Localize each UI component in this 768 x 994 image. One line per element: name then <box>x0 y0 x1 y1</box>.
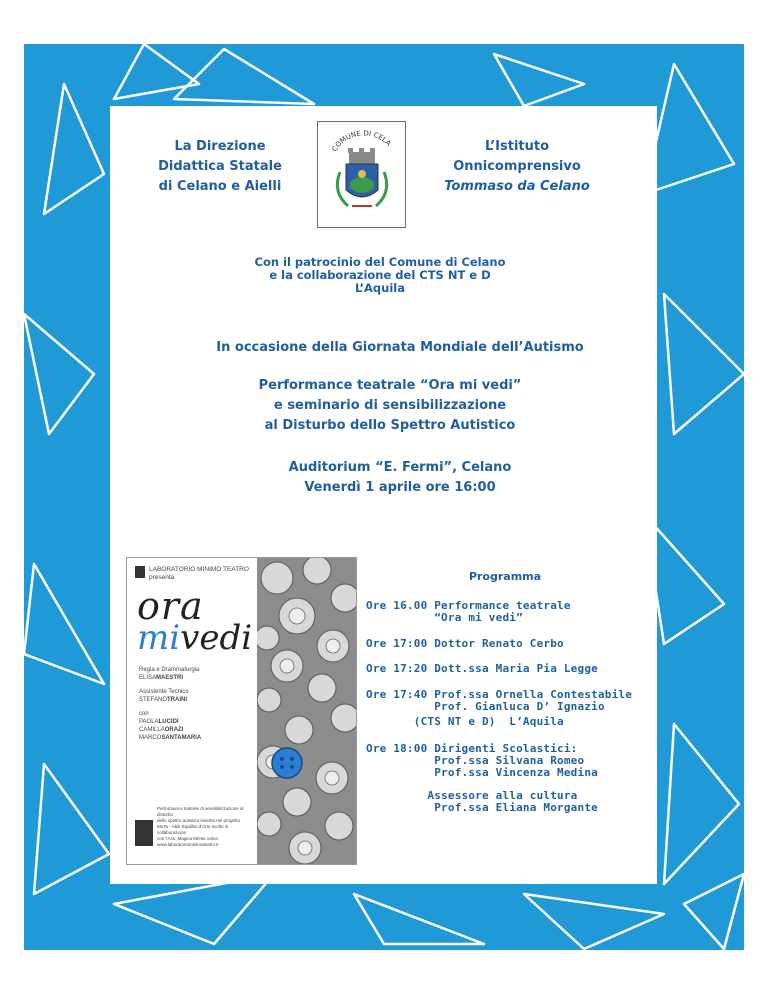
poster-footer-line5: www.laboratoriominimoteatro.it <box>157 842 219 847</box>
poster-credits <box>139 666 201 742</box>
right-header-line3: Tommaso da Celano <box>444 179 590 194</box>
right-header-line2: Onnicomprensivo <box>453 159 581 174</box>
poster-footer-line4: con l’Ass. Magica Mente onlus <box>157 836 218 841</box>
credit-name-1: ELISAMAESTRI <box>139 675 184 681</box>
event-line2: e seminario di sensibilizzazione <box>273 398 507 413</box>
poster-footer-line1: Performance teatrale di sensibilizzazione al disturbo <box>157 806 244 817</box>
programma-title: Programma <box>468 570 542 583</box>
patronage <box>200 256 560 295</box>
patronage-line3: L’Aquila <box>354 281 405 295</box>
poster-title-vedi: vedi <box>180 618 253 658</box>
patronage-line1: Con il patrocinio del Comune di Celano <box>254 255 506 269</box>
poster-producer <box>149 566 249 582</box>
program-item-1: Ore 16.00 Performance teatrale “Ora mi vedi” <box>366 599 571 624</box>
crest-icon <box>318 122 405 227</box>
comune-celano-crest <box>317 121 406 228</box>
buttons-photo <box>257 558 356 864</box>
program-item-6: Assessore alla cultura Prof.ssa Eliana Morgante <box>366 789 598 814</box>
venue-line2: Venerdì 1 aprile ore 16:00 <box>304 480 496 495</box>
poster-sponsor-logo-icon <box>135 820 153 846</box>
left-header-line1: La Direzione <box>174 139 266 154</box>
event-line1: Performance teatrale “Ora mi vedi” <box>258 378 522 393</box>
cast-member-1: PAOLALUCIDI <box>139 719 179 725</box>
cast-label: con <box>139 711 149 717</box>
poster-producer-line1: LABORATORIO MINIMO TEATRO <box>149 566 249 573</box>
program-item-2: Ore 17:00 Dottor Renato Cerbo <box>366 637 564 650</box>
right-header-line1: L’Istituto <box>484 139 550 154</box>
poster-logo-icon <box>135 566 145 578</box>
credit-name-2: STEFANOTRAINI <box>139 697 188 703</box>
poster-footer-line3: MoTa - Abili Equilibri d’Arte svolto in collaborazione <box>157 824 229 835</box>
patronage-line2: e la collaborazione del CTS NT e D <box>269 268 491 282</box>
cast-member-3: MARCOSANTAMARIA <box>139 735 202 741</box>
poster-title-mivedi <box>137 618 252 658</box>
poster-footer-line2: dello spettro autistico inserita nel progetto <box>157 818 241 823</box>
venue <box>200 458 600 498</box>
left-header-line3: di Celano e Aielli <box>158 179 282 194</box>
program-item-3: Ore 17:20 Dott.ssa Maria Pia Legge <box>366 662 598 675</box>
right-header <box>412 137 622 197</box>
cast-member-2: CAMILLAORAZI <box>139 727 184 733</box>
venue-line1: Auditorium “E. Fermi”, Celano <box>288 460 512 475</box>
svg-text:COMUNE DI CELANO <box>318 122 393 153</box>
program-item-5: Ore 18:00 Dirigenti Scolastici: Prof.ssa Silvana Romeo Prof.ssa Vincenza Medina <box>366 742 598 779</box>
program-item-4: Ore 17:40 Prof.ssa Ornella Contestabile Prof. Gianluca D’ Ignazio (CTS NT e D) L’Aquila <box>366 688 633 728</box>
logo-text: COMUNE DI CELA <box>330 129 393 153</box>
occasion-line: In occasione della Giornata Mondiale dell’Autismo <box>216 340 584 355</box>
poster-title-ora: ora <box>137 584 204 628</box>
event-poster <box>126 557 357 865</box>
left-header <box>130 137 310 197</box>
credit-role-2: Assistente Tecnico <box>139 689 189 695</box>
poster-title-mi: mi <box>137 618 181 658</box>
poster-producer-line2: presenta <box>149 574 175 581</box>
event-line3: al Disturbo dello Spettro Autistico <box>264 418 516 433</box>
event-description <box>180 376 600 436</box>
poster-footer <box>157 806 257 848</box>
credit-role-1: Regia e Drammaturgia <box>139 667 200 673</box>
left-header-line2: Didattica Statale <box>158 159 282 174</box>
